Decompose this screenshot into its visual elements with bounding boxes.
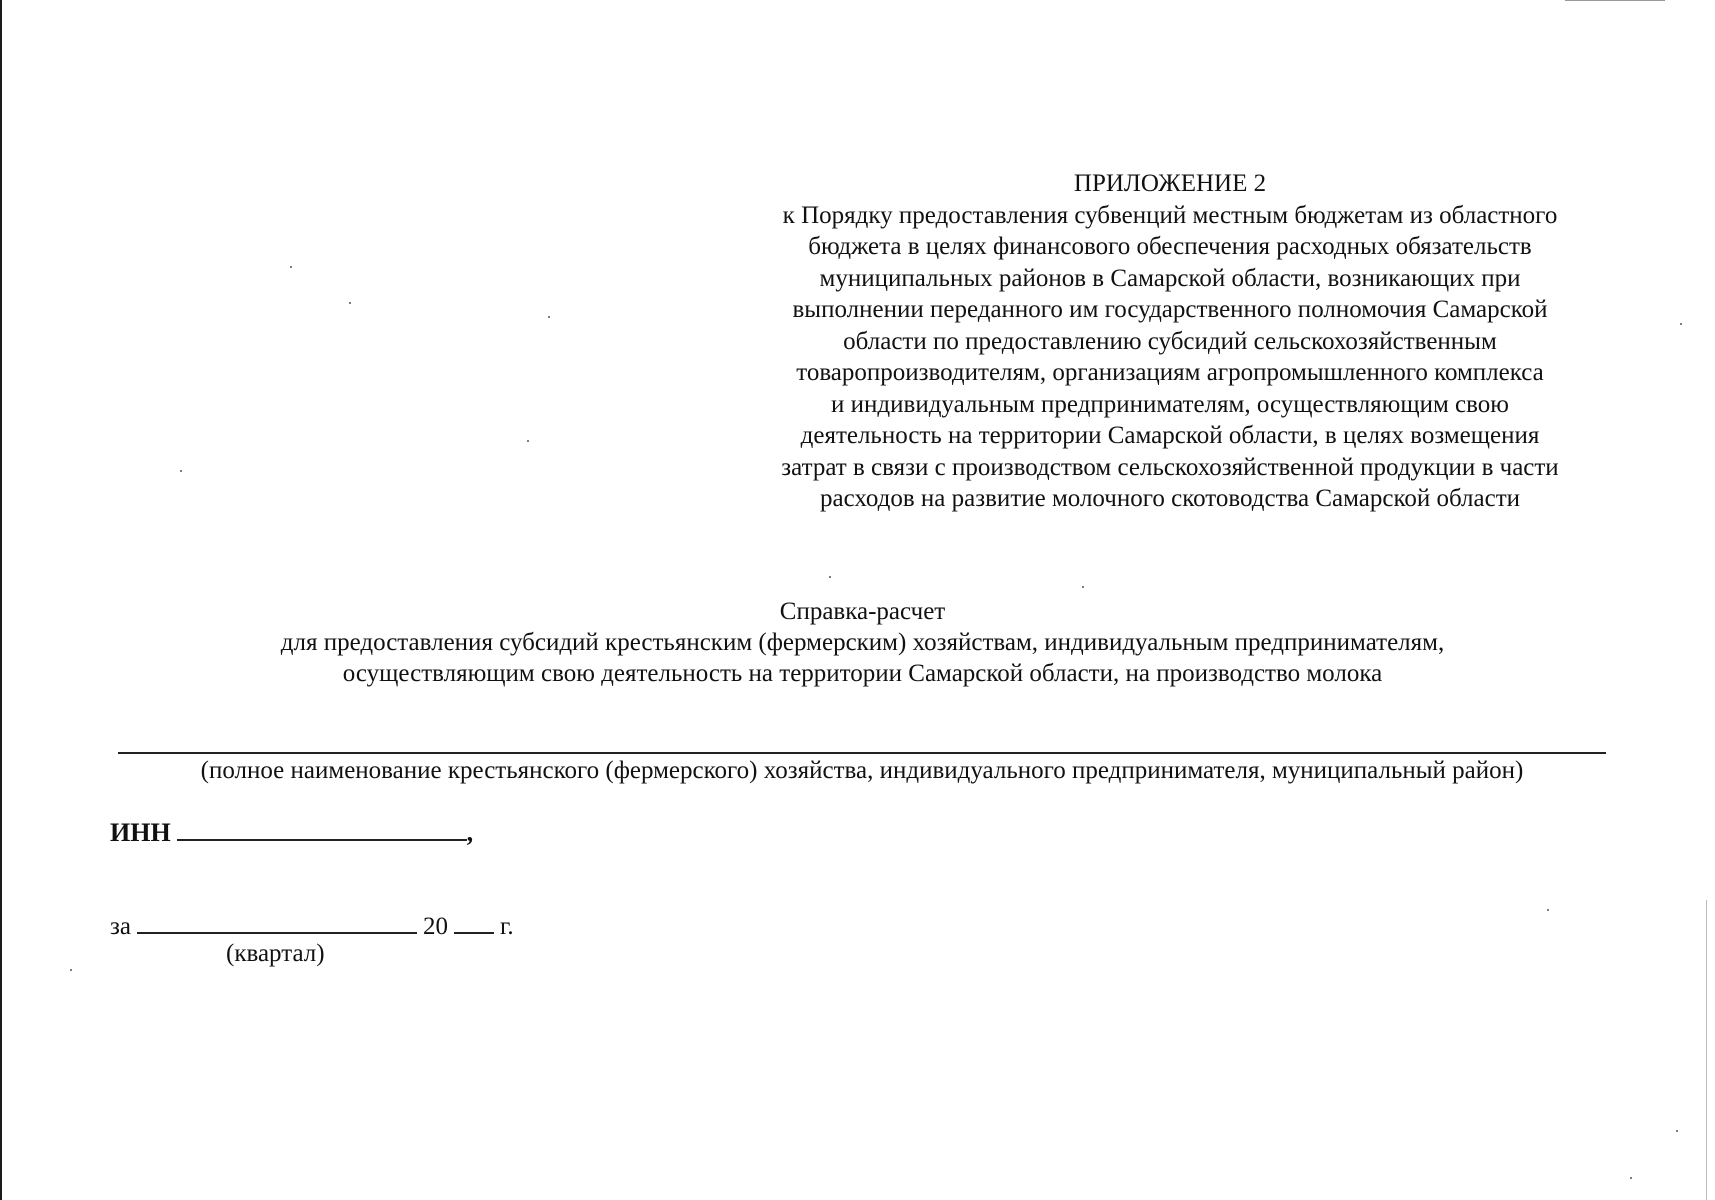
period-row [110, 910, 514, 941]
year-prefix: 20 [422, 913, 448, 940]
scan-speck [1630, 1177, 1632, 1179]
scan-speck [180, 470, 182, 472]
appendix-text [730, 200, 1610, 515]
scan-speck [290, 266, 292, 268]
scan-edge-left [0, 0, 2, 1200]
appendix-line: товаропроизводителям, организациям агропромышленного комплекса [796, 359, 1544, 386]
scan-speck [527, 440, 529, 442]
appendix-line: области по предоставлению субсидий сельскохозяйственным [843, 327, 1497, 355]
appendix-header [730, 168, 1610, 515]
document-subtitle-line: для предоставления субсидий крестьянским (фермерским) хозяйствам, индивидуальным предпринимателям, [280, 629, 1445, 656]
quarter-caption: (квартал) [226, 940, 325, 967]
scan-speck [1680, 323, 1682, 325]
quarter-field[interactable] [137, 910, 417, 934]
inn-field[interactable] [177, 815, 467, 841]
inn-row [110, 815, 473, 848]
inn-label: ИНН [110, 818, 171, 847]
appendix-line: расходов на развитие молочного скотоводства Самарской области [819, 485, 1521, 512]
appendix-line: муниципальных районов в Самарской области, возникающих при [819, 264, 1521, 292]
year-field[interactable] [454, 910, 494, 934]
appendix-line: деятельность на территории Самарской области, в целях возмещения [800, 422, 1540, 449]
scan-speck [70, 969, 72, 971]
appendix-line: к Порядку предоставления субвенций местным бюджетам из областного [782, 201, 1558, 229]
organization-name-caption: (полное наименование крестьянского (фермерского) хозяйства, индивидуального предпринимателя, муниципальный район) [200, 757, 1524, 784]
organization-name-field[interactable] [118, 752, 1606, 754]
scan-speck [1547, 909, 1549, 911]
scan-edge-right [1706, 900, 1707, 1200]
year-suffix: г. [499, 913, 514, 940]
appendix-line: бюджета в целях финансового обеспечения расходных обязательств [808, 233, 1532, 260]
document-subtitle-line: осуществляющим свою деятельность на территории Самарской области, на производство молока [342, 660, 1383, 687]
inn-suffix: , [466, 818, 474, 847]
appendix-line: и индивидуальным предпринимателям, осуществляющим свою [831, 390, 1509, 418]
appendix-line: затрат в связи с производством сельскохозяйственной продукции в части [781, 453, 1559, 481]
scan-speck [349, 302, 351, 304]
scan-speck [1676, 1130, 1678, 1132]
scan-speck [548, 316, 550, 318]
appendix-line: выполнении переданного им государственного полномочия Самарской [792, 296, 1548, 323]
period-prefix: за [110, 913, 131, 940]
document-heading: Справка-расчет [779, 598, 946, 625]
scan-edge-top [1565, 0, 1665, 1]
document-title-block [110, 596, 1615, 689]
appendix-title: ПРИЛОЖЕНИЕ 2 [1073, 170, 1267, 197]
scan-speck [1082, 586, 1084, 588]
scan-speck [829, 576, 831, 578]
